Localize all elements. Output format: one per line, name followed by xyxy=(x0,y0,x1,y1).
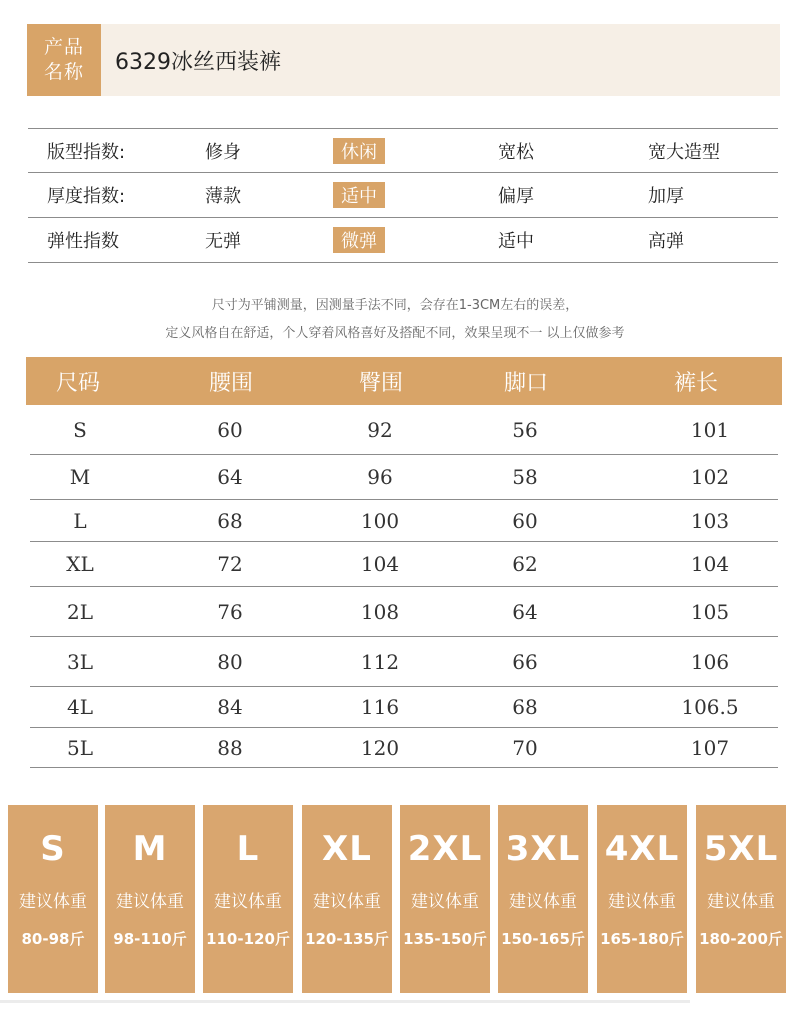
style-index-table xyxy=(28,128,778,263)
cell-hem: 56 xyxy=(512,417,538,442)
cell-size: 2L xyxy=(66,599,93,624)
cell-waist: 60 xyxy=(217,417,243,442)
table-row xyxy=(30,542,778,587)
cell-size: L xyxy=(73,508,87,533)
cell-hem: 60 xyxy=(512,508,538,533)
card-size: S xyxy=(40,829,66,869)
card-weight-range: 135-150斤 xyxy=(403,930,487,948)
index-option: 高弹 xyxy=(648,231,684,252)
card-label: 建议体重 xyxy=(707,892,775,912)
weight-card xyxy=(400,805,490,993)
column-header-waist: 腰围 xyxy=(208,370,253,396)
card-weight-range: 110-120斤 xyxy=(206,930,290,948)
measurement-notes xyxy=(0,292,790,348)
cell-hip: 116 xyxy=(360,695,400,719)
cell-length: 106 xyxy=(690,649,730,674)
cell-hem: 66 xyxy=(512,649,538,674)
weight-card xyxy=(696,805,786,993)
index-label: 弹性指数 xyxy=(47,231,119,252)
weight-recommendation-cards xyxy=(8,805,788,998)
cell-size: XL xyxy=(66,552,94,576)
weight-card xyxy=(203,805,293,993)
table-row xyxy=(30,587,778,637)
index-option: 薄款 xyxy=(205,186,241,207)
column-header-length: 裤长 xyxy=(673,370,718,396)
card-weight-range: 120-135斤 xyxy=(305,930,389,948)
cell-length: 102 xyxy=(690,465,730,489)
index-option-selected: 微弹 xyxy=(333,227,385,253)
size-table-body xyxy=(30,405,778,768)
cell-length: 105 xyxy=(690,599,730,624)
cell-size: 3L xyxy=(66,649,93,674)
card-label: 建议体重 xyxy=(19,892,87,912)
cell-length: 106.5 xyxy=(681,695,739,719)
cell-length: 107 xyxy=(690,735,730,760)
cell-size: 4L xyxy=(66,695,93,719)
card-weight-range: 165-180斤 xyxy=(600,930,684,948)
product-name-label xyxy=(27,24,101,96)
column-header-size: 尺码 xyxy=(55,370,100,396)
column-header-hip: 臀围 xyxy=(358,370,403,396)
index-label: 版型指数: xyxy=(47,142,126,163)
cell-length: 104 xyxy=(690,552,730,576)
card-label: 建议体重 xyxy=(608,892,676,912)
product-name-label-line2: 名称 xyxy=(43,61,84,83)
index-option: 宽松 xyxy=(498,142,534,163)
index-option: 宽大造型 xyxy=(648,142,720,163)
card-label: 建议体重 xyxy=(313,892,381,912)
cell-length: 101 xyxy=(690,417,730,442)
cell-size: 5L xyxy=(66,735,93,760)
cell-waist: 80 xyxy=(217,649,243,674)
weight-card xyxy=(8,805,98,993)
index-option: 无弹 xyxy=(205,231,241,252)
weight-card xyxy=(597,805,687,993)
cell-size: S xyxy=(73,417,87,442)
card-label: 建议体重 xyxy=(509,892,577,912)
weight-card xyxy=(498,805,588,993)
weight-card xyxy=(105,805,195,993)
cell-hem: 68 xyxy=(512,695,538,719)
table-row xyxy=(30,687,778,728)
card-weight-range: 180-200斤 xyxy=(699,930,783,948)
cell-waist: 72 xyxy=(217,552,243,576)
cell-hem: 70 xyxy=(512,735,538,760)
card-weight-range: 98-110斤 xyxy=(113,930,187,948)
cell-length: 103 xyxy=(690,508,730,533)
index-option: 加厚 xyxy=(648,186,684,207)
card-size: L xyxy=(236,829,260,869)
card-label: 建议体重 xyxy=(116,892,184,912)
card-size: XL xyxy=(322,829,372,869)
index-option-selected: 适中 xyxy=(333,182,385,208)
product-name-label-line1: 产品 xyxy=(43,36,84,58)
cell-waist: 88 xyxy=(217,735,243,760)
product-title: 6329冰丝西装裤 xyxy=(115,49,281,75)
table-row xyxy=(30,405,778,455)
note-line: 定义风格自在舒适，个人穿着风格喜好及搭配不同，效果呈现不一 以上仅做参考 xyxy=(165,326,625,341)
table-row xyxy=(30,500,778,542)
cell-hip: 100 xyxy=(360,508,400,533)
cell-hip: 96 xyxy=(367,465,393,489)
card-size: 4XL xyxy=(604,829,680,869)
index-label: 厚度指数: xyxy=(47,186,126,207)
index-option: 偏厚 xyxy=(498,186,534,207)
cell-waist: 76 xyxy=(217,599,243,624)
card-size: 3XL xyxy=(505,829,581,869)
card-label: 建议体重 xyxy=(411,892,479,912)
weight-card xyxy=(302,805,392,993)
cell-hip: 112 xyxy=(360,649,400,674)
index-option: 适中 xyxy=(498,231,534,252)
note-line: 尺寸为平铺测量，因测量手法不同，会存在1-3CM左右的误差， xyxy=(211,298,579,313)
cell-hem: 58 xyxy=(512,465,538,489)
cell-waist: 64 xyxy=(217,465,243,489)
cell-waist: 84 xyxy=(217,695,243,719)
cell-hip: 104 xyxy=(360,552,400,576)
table-row xyxy=(30,455,778,500)
index-option: 修身 xyxy=(205,142,241,163)
cell-hip: 92 xyxy=(367,417,393,442)
size-table-header xyxy=(26,357,782,405)
card-size: M xyxy=(132,829,168,869)
bottom-divider xyxy=(0,1000,690,1003)
index-row-thickness xyxy=(28,173,778,218)
cell-hip: 108 xyxy=(360,599,400,624)
card-label: 建议体重 xyxy=(214,892,282,912)
table-row xyxy=(30,637,778,687)
index-row-elasticity xyxy=(28,218,778,263)
cell-hem: 62 xyxy=(512,552,538,576)
product-name-banner xyxy=(27,24,780,96)
card-weight-range: 150-165斤 xyxy=(501,930,585,948)
card-size: 2XL xyxy=(407,829,483,869)
card-size: 5XL xyxy=(703,829,779,869)
card-weight-range: 80-98斤 xyxy=(21,930,85,948)
table-row xyxy=(30,728,778,768)
index-option-selected: 休闲 xyxy=(333,138,385,164)
cell-hip: 120 xyxy=(360,735,400,760)
cell-size: M xyxy=(69,465,91,489)
cell-waist: 68 xyxy=(217,508,243,533)
index-row-fit xyxy=(28,128,778,173)
column-header-hem: 脚口 xyxy=(503,370,548,396)
cell-hem: 64 xyxy=(512,599,538,624)
